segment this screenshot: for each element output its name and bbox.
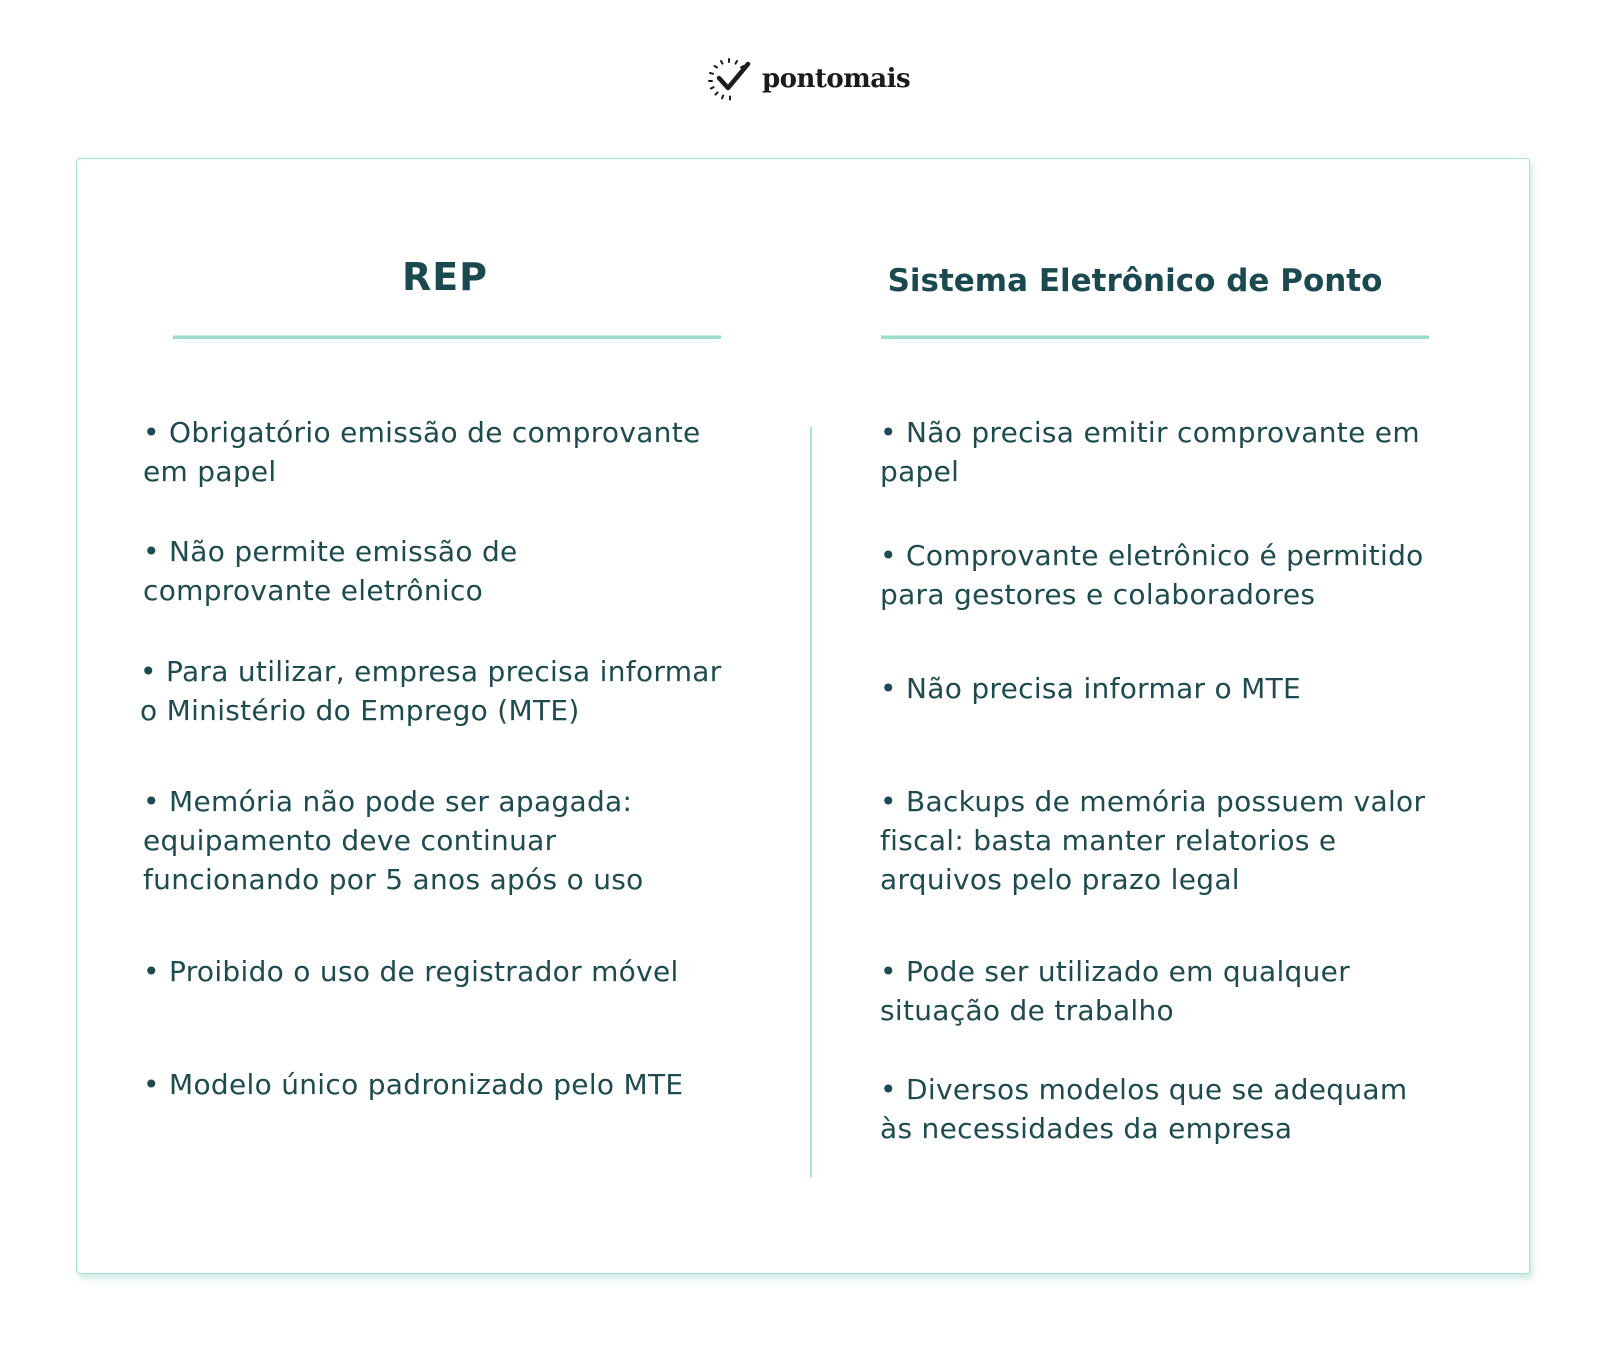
left-item-paper-receipt: • Obrigatório emissão de comprovante em papel	[143, 416, 701, 488]
brand-name: pontomais	[762, 64, 911, 94]
left-item-no-electronic-receipt: • Não permite emissão de comprovante eletrônico	[143, 535, 518, 607]
right-item-no-paper: • Não precisa emitir comprovante em papel	[880, 416, 1420, 488]
right-column-title: Sistema Eletrônico de Ponto	[887, 263, 1383, 299]
left-title-underline	[173, 335, 721, 339]
left-column-title: REP	[401, 255, 489, 299]
column-divider	[810, 427, 812, 1177]
right-title-underline	[881, 335, 1429, 339]
right-item-no-mte: • Não precisa informar o MTE	[880, 672, 1302, 705]
right-item-electronic-receipt: • Comprovante eletrônico é permitido para gestores e colaboradores	[880, 539, 1424, 611]
right-item-any-situation: • Pode ser utilizado em qualquer situação de trabalho	[880, 955, 1350, 1027]
left-item-single-model: • Modelo único padronizado pelo MTE	[143, 1068, 684, 1101]
right-item-backups: • Backups de memória possuem valor fiscal: basta manter relatorios e arquivos pelo prazo legal	[880, 785, 1426, 896]
clock-check-icon	[706, 56, 752, 102]
left-item-mobile-prohibited: • Proibido o uso de registrador móvel	[143, 955, 679, 988]
left-item-memory: • Memória não pode ser apagada: equipamento deve continuar funcionando por 5 anos após o uso	[143, 785, 644, 896]
left-item-inform-mte: • Para utilizar, empresa precisa informar o Ministério do Emprego (MTE)	[140, 655, 722, 727]
comparison-card	[76, 158, 1530, 1274]
right-item-diverse-models: • Diversos modelos que se adequam às necessidades da empresa	[880, 1073, 1408, 1145]
brand-logo	[706, 56, 910, 102]
